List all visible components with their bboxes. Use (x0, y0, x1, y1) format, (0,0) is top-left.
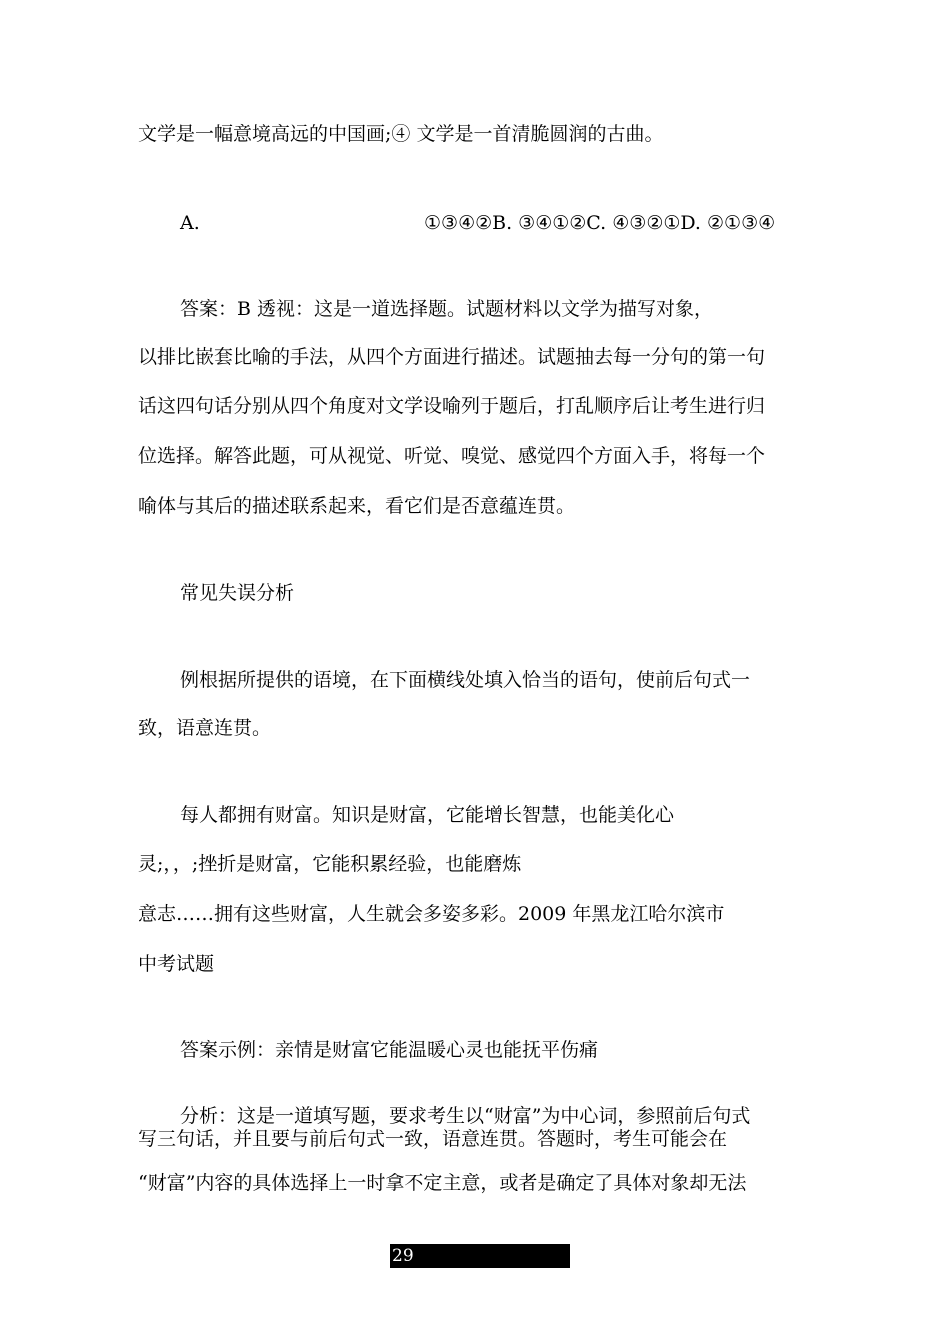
wealth-line: 灵;，，;挫折是财富，它能积累经验，也能磨炼 (138, 853, 522, 875)
wealth-line: 意志……拥有这些财富，人生就会多姿多彩。2009 年黑龙江哈尔滨市 (138, 903, 725, 925)
analysis-line: 分析：这是一道填写题，要求考生以“财富”为中心词，参照前后句式 (180, 1105, 751, 1127)
analysis-line: “财富”内容的具体选择上一时拿不定主意，或者是确定了具体对象却无法 (138, 1172, 747, 1194)
answer-line: 位选择。解答此题，可从视觉、听觉、嗅觉、感觉四个方面入手，将每一个 (138, 445, 766, 467)
example-line: 致，语意连贯。 (138, 717, 272, 739)
page-number-bar (390, 1244, 570, 1268)
text-line: 文学是一幅意境高远的中国画;④ 文学是一首清脆圆润的古曲。 (138, 123, 664, 145)
option-sequences: ①③④②B. ③④①②C. ④③②①D. ②①③④ (424, 212, 776, 234)
option-a-label: A. (180, 212, 200, 234)
example-line: 例根据所提供的语境，在下面横线处填入恰当的语句，使前后句式一 (180, 669, 751, 691)
answer-line: 以排比嵌套比喻的手法，从四个方面进行描述。试题抽去每一分句的第一句 (138, 346, 766, 368)
answer-line: 答案：B 透视：这是一道选择题。试题材料以文学为描写对象， (180, 298, 714, 320)
wealth-line: 中考试题 (138, 953, 215, 975)
section-heading: 常见失误分析 (180, 582, 295, 604)
page-number: 29 (392, 1246, 414, 1266)
options-line (0, 210, 950, 236)
wealth-line: 每人都拥有财富。知识是财富，它能增长智慧，也能美化心 (180, 804, 675, 826)
answer-line: 话这四句话分别从四个角度对文学设喻列于题后，打乱顺序后让考生进行归 (138, 395, 766, 417)
analysis-line: 写三句话，并且要与前后句式一致，语意连贯。答题时，考生可能会在 (138, 1128, 728, 1150)
answer-line: 喻体与其后的描述联系起来，看它们是否意蕴连贯。 (138, 495, 576, 517)
sample-answer: 答案示例：亲情是财富它能温暖心灵也能抚平伤痛 (180, 1039, 599, 1061)
